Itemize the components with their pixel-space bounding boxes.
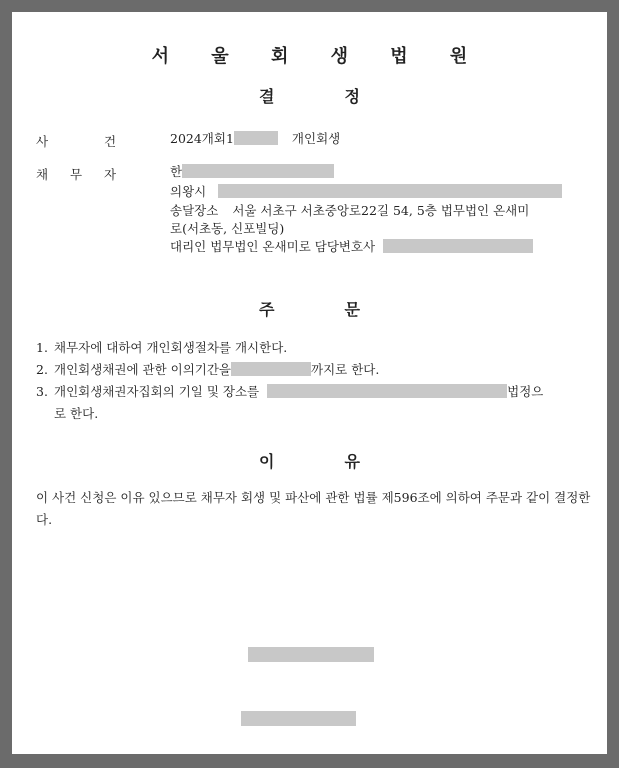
order-item-1: 1. 채무자에 대하여 개인회생절차를 개시한다. [36, 340, 288, 355]
redacted-debtor-name [182, 164, 334, 178]
order-item-3-cont: 로 한다. [54, 406, 99, 421]
service-label: 송달장소 [170, 203, 219, 218]
redacted-judge [241, 711, 356, 726]
debtor-label-2: 무 [70, 167, 83, 182]
order-item-2: 2. 개인회생채권에 관한 이의기간을 까지로 한다. [36, 362, 380, 377]
service-address-line-1: 서울 서초구 서초중앙로22길 54, 5층 법무법인 온새미 [232, 203, 530, 218]
decision-heading-char-1: 결 [259, 87, 275, 106]
order-heading-char-1: 주 [259, 300, 275, 319]
case-type: 개인회생 [291, 131, 341, 146]
document-page [12, 12, 607, 754]
case-number-prefix: 2024개회1 [170, 131, 234, 146]
decision-heading [12, 84, 607, 107]
agent [170, 238, 533, 256]
redacted-date [248, 647, 374, 662]
debtor-city: 의왕시 [170, 184, 207, 199]
redacted-objection-period [231, 362, 311, 376]
redacted-case-number [234, 131, 278, 145]
case-label-2: 건 [104, 134, 117, 149]
case-label-1: 사 [36, 134, 49, 149]
service-address [170, 202, 529, 220]
reason-heading-char-1: 이 [259, 452, 275, 471]
debtor-name-prefix: 한 [170, 164, 183, 179]
redacted-meeting-date-place [267, 384, 507, 398]
agent-text: 대리인 법무법인 온새미로 담당변호사 [170, 239, 376, 254]
service-address-line-2: 로(서초동, 신포빌딩) [170, 221, 285, 236]
decision-heading-char-2: 정 [344, 87, 360, 106]
court-title: 서 울 회 생 법 원 [151, 46, 486, 67]
reason-heading [12, 449, 607, 472]
order-item-3: 3. 개인회생채권자집회의 기일 및 장소를 법정으 [36, 384, 544, 399]
reason-heading-char-2: 유 [344, 452, 360, 471]
order-heading [12, 297, 607, 320]
debtor-address [170, 183, 562, 201]
debtor-label-3: 자 [104, 167, 117, 182]
order-heading-char-2: 문 [344, 300, 360, 319]
redacted-attorney [383, 239, 533, 253]
redacted-address [218, 184, 562, 198]
debtor-name [170, 163, 334, 181]
reason-text: 이 사건 신청은 이유 있으므로 채무자 회생 및 파산에 관한 법률 제596조에 의하여 주문과 같이 결정한다. [36, 490, 591, 527]
debtor-label-1: 채 [36, 167, 49, 182]
case-number [170, 130, 340, 148]
